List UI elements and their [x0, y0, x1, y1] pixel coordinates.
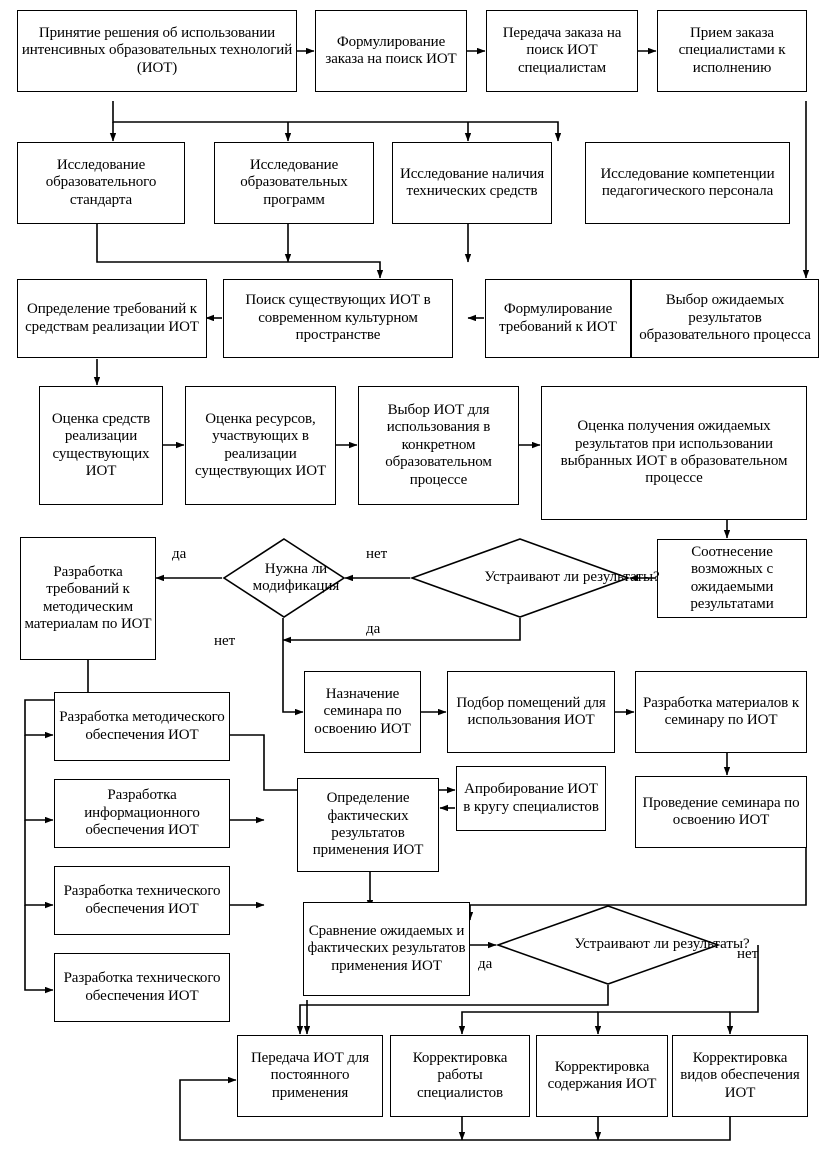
- node-conduct-seminar: Проведение семинара по освоению ИОТ: [635, 776, 807, 848]
- node-accept-order: Прием заказа специалистами к исполнению: [657, 10, 807, 92]
- node-select-expected-results: Выбор ожидаемых результатов образовательного процесса: [631, 279, 819, 358]
- node-pilot-iot: Апробирование ИОТ в кругу специалистов: [456, 766, 606, 831]
- node-define-requirements-means: Определение требований к средствам реализации ИОТ: [17, 279, 207, 358]
- node-research-programs: Исследование образовательных программ: [214, 142, 374, 224]
- node-develop-methodical-support: Разработка методического обеспечения ИОТ: [54, 692, 230, 761]
- edge-label-da-2: да: [366, 621, 381, 637]
- edge-label-da-1: да: [172, 546, 187, 562]
- node-research-standard: Исследование образовательного стандарта: [17, 142, 185, 224]
- node-research-competence: Исследование компетенции педагогического персонала: [585, 142, 790, 224]
- edge-label-net-3: нет: [737, 946, 759, 962]
- node-formulate-order: Формулирование заказа на поиск ИОТ: [315, 10, 467, 92]
- node-develop-seminar-materials: Разработка материалов к семинару по ИОТ: [635, 671, 807, 753]
- decision-modification-needed: [223, 538, 345, 618]
- node-formulate-iot-requirements: Формулирование требований к ИОТ: [485, 279, 631, 358]
- node-decision-to-use-iot: Принятие решения об использовании интенсивных образовательных технологий (ИОТ): [17, 10, 297, 92]
- decision-results-satisfactory-1: [411, 538, 660, 618]
- node-develop-technical-support-1: Разработка технического обеспечения ИОТ: [54, 866, 230, 935]
- node-adjust-iot-content: Корректировка содержания ИОТ: [536, 1035, 668, 1117]
- node-select-iot-for-use: Выбор ИОТ для использования в конкретном образовательном процессе: [358, 386, 519, 505]
- node-adjust-specialists-work: Корректировка работы специалистов: [390, 1035, 530, 1117]
- node-correlate-results: Соотнесение возможных с ожидаемыми результатами: [657, 539, 807, 618]
- node-assess-resources: Оценка ресурсов, участвующих в реализации существующих ИОТ: [185, 386, 336, 505]
- node-research-tech-means: Исследование наличия технических средств: [392, 142, 552, 224]
- node-assess-expected-results: Оценка получения ожидаемых результатов при использовании выбранных ИОТ в образовательном процессе: [541, 386, 807, 520]
- node-schedule-seminar: Назначение семинара по освоению ИОТ: [304, 671, 421, 753]
- decision-results-2-label: Устраивают ли результаты?: [574, 936, 750, 953]
- node-assess-means: Оценка средств реализации существующих ИОТ: [39, 386, 163, 505]
- edge-label-net-2: нет: [214, 633, 236, 649]
- edge-label-da-3: да: [478, 956, 493, 972]
- node-transfer-order: Передача заказа на поиск ИОТ специалистам: [486, 10, 638, 92]
- node-select-rooms: Подбор помещений для использования ИОТ: [447, 671, 615, 753]
- node-develop-method-requirements: Разработка требований к методическим материалам по ИОТ: [20, 537, 156, 660]
- node-compare-results: Сравнение ожидаемых и фактических результатов применения ИОТ: [303, 902, 470, 996]
- node-develop-technical-support-2: Разработка технического обеспечения ИОТ: [54, 953, 230, 1022]
- node-transfer-iot-permanent: Передача ИОТ для постоянного применения: [237, 1035, 383, 1117]
- node-search-existing-iot: Поиск существующих ИОТ в современном культурном пространстве: [223, 279, 453, 358]
- node-develop-information-support: Разработка информационного обеспечения ИОТ: [54, 779, 230, 848]
- decision-modification-label: Нужна ли модификация: [252, 560, 340, 594]
- node-determine-actual-results: Определение фактических результатов применения ИОТ: [297, 778, 439, 872]
- node-adjust-support-types: Корректировка видов обеспечения ИОТ: [672, 1035, 808, 1117]
- edge-label-net-1: нет: [366, 546, 388, 562]
- decision-results-1-label: Устраивают ли результаты?: [484, 569, 660, 586]
